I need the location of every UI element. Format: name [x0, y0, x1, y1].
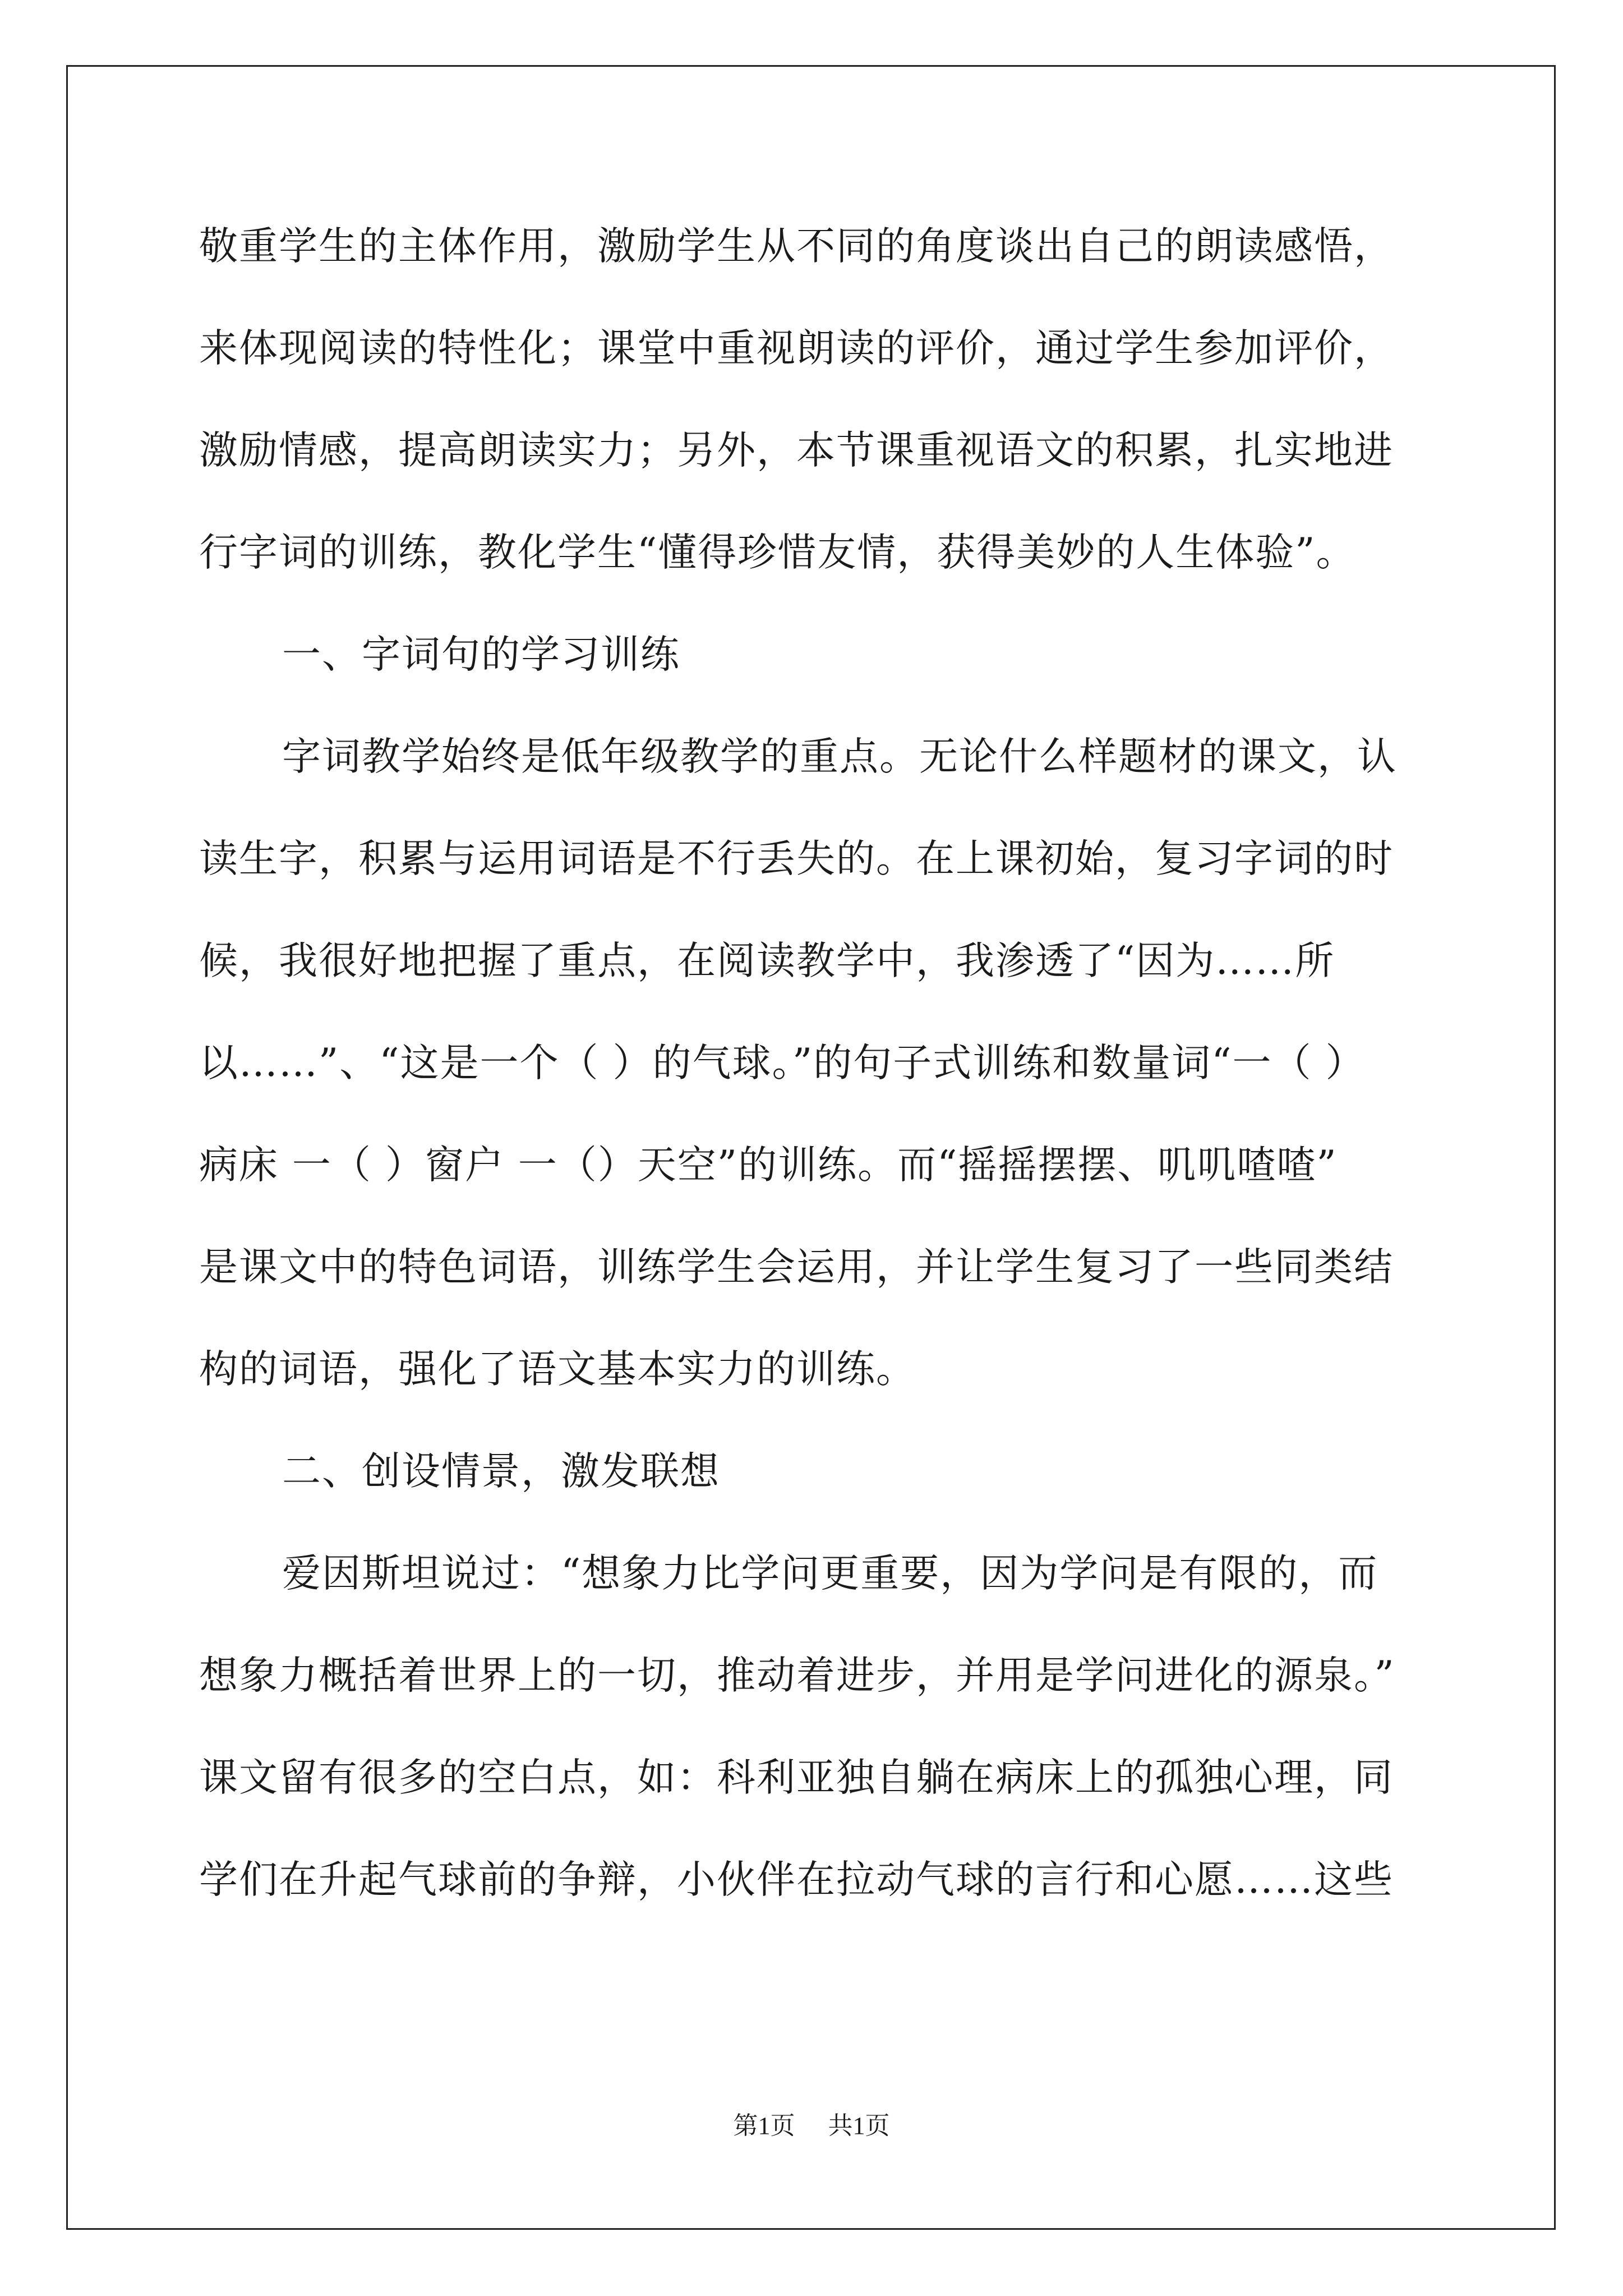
text-line: 激励情感，提高朗读实力；另外，本节课重视语文的积累，扎实地进 [199, 428, 1394, 473]
text-line: 学们在升起气球前的争辩，小伙伴在拉动气球的言行和心愿……这些 [199, 1857, 1394, 1902]
text-line: 候，我很好地把握了重点，在阅读教学中，我渗透了“因为……所 [199, 938, 1335, 983]
text-line: 来体现阅读的特性化；课堂中重视朗读的评价，通过学生参加评价， [199, 326, 1394, 371]
text-line: 病床 一（ ）窗户 一（）天空”的训练。而“摇摇摆摆、叽叽喳喳” [199, 1143, 1338, 1188]
text-line: 敬重学生的主体作用，激励学生从不同的角度谈出自己的朗读感悟， [199, 224, 1394, 269]
text-line: 是课文中的特色词语，训练学生会运用，并让学生复习了一些同类结 [199, 1245, 1394, 1290]
text-line: 想象力概括着世界上的一切，推动着进步，并用是学问进化的源泉。” [199, 1653, 1395, 1698]
page-number: 第1页 [733, 2112, 795, 2139]
text-line: 爱因斯坦说过：“想象力比学问更重要，因为学问是有限的，而 [282, 1551, 1378, 1596]
text-line: 课文留有很多的空白点，如：科利亚独自躺在病床上的孤独心理，同 [199, 1755, 1394, 1800]
section-heading: 二、创设情景，激发联想 [282, 1449, 720, 1494]
page-total: 共1页 [828, 2112, 890, 2139]
text-line: 以……”、“这是一个（ ）的气球。”的句子式训练和数量词“一（ ） [199, 1041, 1366, 1085]
section-heading: 一、字词句的学习训练 [282, 632, 680, 677]
page-footer [0, 2109, 1623, 2143]
text-line: 读生字，积累与运用词语是不行丢失的。在上课初始，复习字词的时 [199, 836, 1394, 881]
text-line: 构的词语，强化了语文基本实力的训练。 [199, 1347, 916, 1392]
text-line: 字词教学始终是低年级教学的重点。无论什么样题材的课文，认 [282, 734, 1397, 779]
text-line: 行字词的训练，教化学生“懂得珍惜友情，获得美妙的人生体验”。 [199, 530, 1356, 575]
